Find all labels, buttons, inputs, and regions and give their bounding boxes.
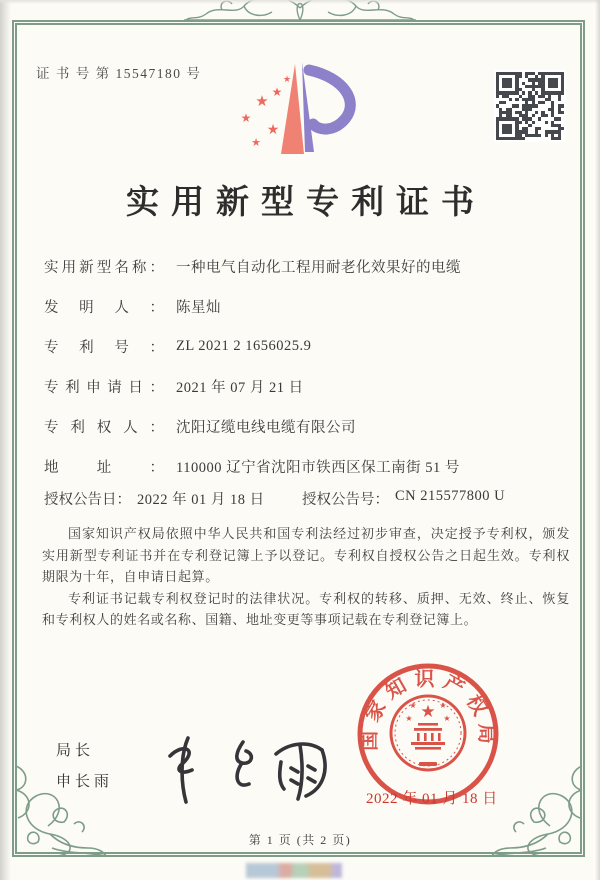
qr-module [519,121,522,124]
field-label: 发明人： [44,299,164,316]
field-address [44,446,574,486]
svg-text:★: ★ [240,111,252,125]
qr-module [535,111,538,114]
field-label: 地址： [44,459,164,476]
qr-module [538,127,541,130]
qr-module [528,108,531,111]
qr-module [535,104,538,107]
qr-module [541,101,544,104]
page-number-line: 第 1 页 (共 2 页) [248,833,352,847]
field-value: 沈阳辽缆电线电缆有限公司 [176,419,356,436]
svg-text:★: ★ [443,714,451,723]
qr-module [496,95,499,98]
field-value: ZL 2021 2 1656025.9 [176,337,312,354]
qr-module [558,98,561,101]
field-grant-number [302,488,505,509]
svg-text:★: ★ [282,75,292,85]
field-patentee [44,406,574,446]
qr-module [545,114,548,117]
field-value: 2022 年 01 月 18 日 [137,492,265,508]
qr-module [515,98,518,101]
signer-title: 局长 [56,743,95,759]
qr-module [519,75,522,78]
handwritten-signature [150,726,345,816]
field-value: 110000 辽宁省沈阳市铁西区保工南街 51 号 [176,459,460,476]
photo-edge-shadow [0,0,11,880]
seal-arc-text: 国家知识产权局 [358,668,498,751]
qr-module [515,104,518,107]
legal-paragraph-1: 国家知识产权局依照中华人民共和国专利法经过初步审查，决定授予专利权，颁发实用新型专利证书并在专利登记簿上予以登记。专利权自授权公告之日起生效。专利权期限为十年，自申请日起算。 [42,526,570,584]
qr-module [538,134,541,137]
svg-text:★: ★ [255,92,269,110]
certificate-fields [44,246,574,486]
field-patent-number [44,326,574,366]
qr-module [561,127,564,130]
field-label: 专利申请日： [44,379,164,396]
qr-module [554,85,557,88]
qr-module [561,91,564,94]
field-label: 实用新型名称： [44,259,164,276]
field-label: 授权公告号： [302,492,389,508]
signer-block [56,736,113,798]
underlying-page-pattern [246,863,342,878]
qr-module [545,121,548,124]
certificate-title: 实用新型专利证书 [126,185,486,221]
legal-paragraph-2: 专利证书记载专利权登记时的法律状况。专利权的转移、质押、无效、终止、恢复和专利权人的姓名或名称、国籍、地址变更等事项记载在专利登记簿上。 [42,590,570,627]
qr-module [532,114,535,117]
field-label: 专利号： [44,339,164,356]
qr-code [494,70,566,142]
qr-module [528,124,531,127]
field-label: 授权公告日： [44,492,131,508]
field-value: 2021 年 07 月 21 日 [176,379,304,396]
seal-date: 2022 年 01 月 18 日 [366,791,498,807]
field-value: 陈星灿 [176,299,221,316]
qr-module [561,104,564,107]
svg-text:★: ★ [266,122,280,138]
cnipa-logo [231,54,379,164]
qr-module [538,117,541,120]
svg-text:★: ★ [251,136,261,149]
field-label: 专利权人： [44,419,164,436]
qr-module [545,134,548,137]
field-grant-date [44,488,302,509]
qr-module [509,130,512,133]
svg-text:★: ★ [420,702,436,722]
field-utility-model-name [44,246,574,286]
grant-row [44,488,580,509]
qr-module [561,111,564,114]
qr-module [502,101,505,104]
qr-module [509,85,512,88]
qr-module [558,137,561,140]
qr-module [532,121,535,124]
svg-text:★: ★ [271,85,283,99]
svg-text:★: ★ [405,714,413,723]
frame-top-crest-ornament [182,0,418,26]
field-value: CN 215577800 U [395,488,506,504]
certificate-number: 证 书 号 第 15547180 号 [36,66,202,81]
field-inventor [44,286,574,326]
qr-module [522,137,525,140]
national-emblem-icon [391,696,465,770]
qr-module [522,91,525,94]
qr-module [509,98,512,101]
photo-edge-shadow [595,0,600,880]
field-application-date [44,366,574,406]
svg-text:★: ★ [409,701,417,710]
legal-text [42,523,570,631]
qr-module [558,117,561,120]
svg-text:★: ★ [439,701,447,710]
signer-name: 申长雨 [56,774,114,790]
field-value: 一种电气自动化工程用耐老化效果好的电缆 [176,259,461,276]
